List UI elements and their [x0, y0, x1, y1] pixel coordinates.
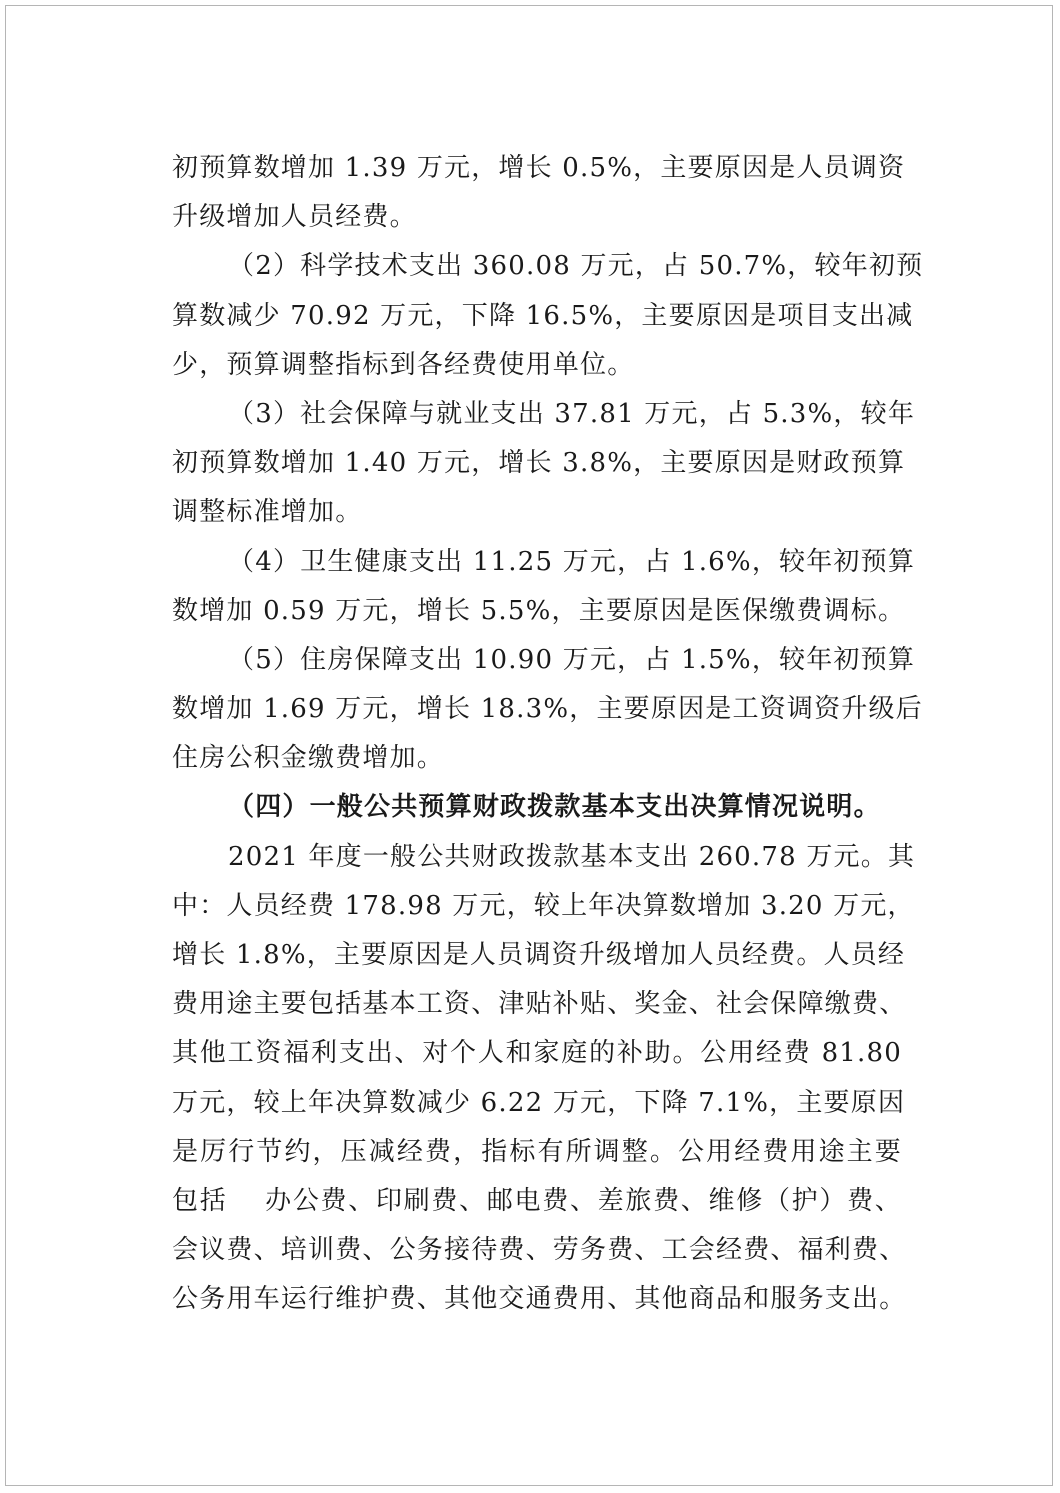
document-body [172, 144, 924, 1325]
paragraph-line: 是厉行节约，压减经费，指标有所调整。公用经费用途主要 [172, 1136, 902, 1167]
page-frame [5, 5, 1053, 1486]
paragraph-line: 初预算数增加 1.39 万元，增长 0.5%，主要原因是人员调资 [172, 153, 906, 183]
paragraph-line: 2021 年度一般公共财政拨款基本支出 260.78 万元。其 [228, 841, 916, 872]
paragraph-line: 少，预算调整指标到各经费使用单位。 [172, 349, 635, 380]
paragraph-line: 会议费、培训费、公务接待费、劳务费、工会经费、福利费、 [172, 1235, 907, 1266]
paragraph-line: 初预算数增加 1.40 万元，增长 3.8%，主要原因是财政预算 [172, 448, 906, 479]
paragraph-line: 算数减少 70.92 万元，下降 16.5%，主要原因是项目支出减 [172, 300, 914, 331]
paragraph-line: 万元，较上年决算数减少 6.22 万元，下降 7.1%，主要原因 [172, 1087, 906, 1118]
paragraph-line: 升级增加人员经费。 [172, 202, 417, 233]
paragraph-line: 数增加 1.69 万元，增长 18.3%，主要原因是工资调资升级后 [172, 694, 923, 725]
paragraph-line: （4）卫生健康支出 11.25 万元，占 1.6%，较年初预算 [228, 546, 916, 577]
paragraph-line: 公务用车运行维护费、其他交通费用、其他商品和服务支出。 [172, 1284, 907, 1315]
paragraph-line: 中：人员经费 178.98 万元，较上年决算数增加 3.20 万元， [172, 890, 915, 921]
paragraph-line: 调整标准增加。 [172, 497, 363, 528]
paragraph-line: 住房公积金缴费增加。 [172, 743, 445, 774]
paragraph-line: 增长 1.8%，主要原因是人员调资升级增加人员经费。人员经 [172, 940, 906, 970]
paragraph-line: 费用途主要包括基本工资、津贴补贴、奖金、社会保障缴费、 [172, 989, 907, 1020]
paragraph-line: 包括 办公费、印刷费、邮电费、差旅费、维修（护）费、 [172, 1185, 902, 1216]
paragraph-line: （5）住房保障支出 10.90 万元，占 1.5%，较年初预算 [228, 644, 916, 675]
paragraph-line: （2）科学技术支出 360.08 万元，占 50.7%，较年初预 [228, 251, 924, 282]
section-heading: （四）一般公共预算财政拨款基本支出决算情况说明。 [228, 792, 881, 823]
paragraph-line: （3）社会保障与就业支出 37.81 万元，占 5.3%，较年 [228, 398, 916, 429]
paragraph-line: 其他工资福利支出、对个人和家庭的补助。公用经费 81.80 [172, 1038, 902, 1069]
paragraph-line: 数增加 0.59 万元，增长 5.5%，主要原因是医保缴费调标。 [172, 595, 906, 626]
